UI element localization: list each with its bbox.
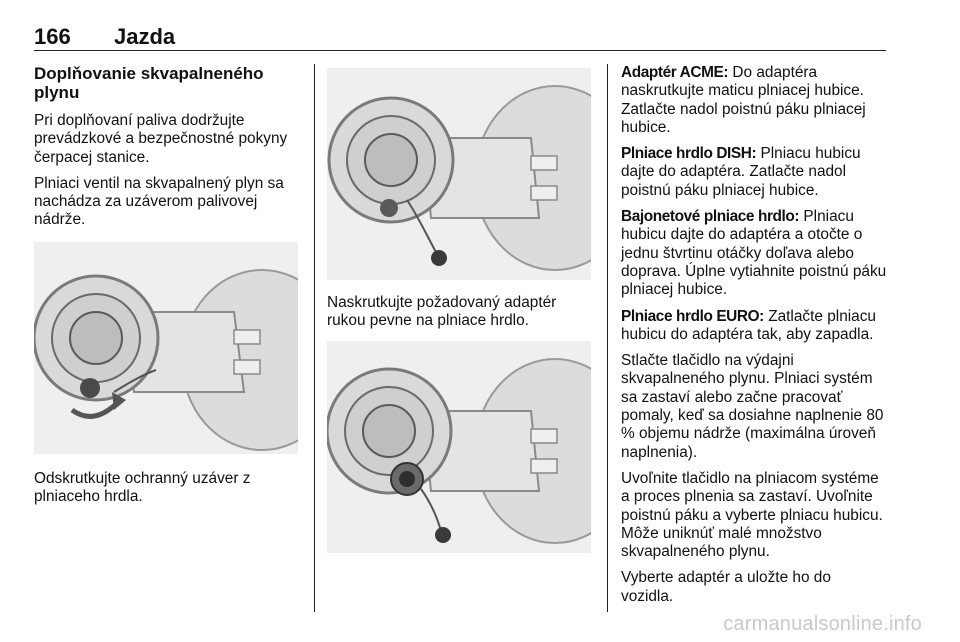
paragraph-dish — [621, 145, 887, 200]
watermark: carmanualsonline.info — [723, 613, 922, 635]
column-divider-2 — [607, 64, 608, 612]
text-bayonet: Plniacu hubicu dajte do adaptéra a otočte o jednu štvrtinu otáčky doľava alebo doprava. Úplne vytiahnite poistnú páku plniacej hubice. — [621, 208, 887, 299]
chapter-title: Jazda — [114, 24, 176, 49]
figure-cap-removed — [327, 68, 591, 280]
paragraph-press-button: Stlačte tlačidlo na výdajni skvapalneného plynu. Plniaci systém sa zastaví alebo začne pracovať pomaly, keď sa dosiahne naplnenie 80 % objemu nádrže (maximálna úroveň naplnenia). — [621, 352, 884, 461]
column-1 — [34, 64, 300, 514]
paragraph-valve-location: Plniaci ventil na skvapalnený plyn sa nachádza za uzáverom palivovej nádrže. — [34, 174, 284, 229]
caption-remove-cap: Odskrutkujte ochranný uzáver z plniaceho hrdla. — [34, 469, 251, 506]
text-dish: Plniacu hubicu dajte do adaptéra. Zatlačte nadol poistnú páku plniacej hubice. — [621, 145, 861, 199]
column-divider-1 — [314, 64, 315, 612]
section-heading: Doplňovanie skvapalneného plynu — [34, 64, 264, 102]
text-acme: Do adaptéra naskrutkujte maticu plniacej hubice. Zatlačte nadol poistnú páku plniacej hubice. — [621, 64, 866, 136]
paragraph-intro: Pri doplňovaní paliva dodržujte prevádzkové a bezpečnostné pokyny čerpacej stanice. — [34, 112, 288, 166]
figure-adapter-mounted — [327, 341, 591, 553]
caption-screw-adapter: Naskrutkujte požadovaný adaptér rukou pevne na plniace hrdlo. — [327, 294, 557, 330]
text-euro: Zatlačte plniacu hubicu do adaptéra tak, aby zapadla. — [621, 307, 876, 343]
term-euro: Plniace hrdlo EURO: — [621, 307, 764, 325]
figure-remove-cap — [34, 242, 298, 454]
paragraph-release-button: Uvoľnite tlačidlo na plniacom systéme a proces plnenia sa zastaví. Uvoľnite poistnú páku a vyberte plniacu hubicu. Môže uniknúť malé množstvo skvapalneného plynu. — [621, 469, 883, 561]
page-number: 166 — [34, 24, 71, 49]
term-bayonet: Bajonetové plniace hrdlo: — [621, 208, 800, 226]
column-2 — [327, 64, 593, 553]
column-3 — [621, 64, 887, 614]
paragraph-bayonet — [621, 208, 887, 299]
page-header — [34, 18, 886, 51]
term-dish: Plniace hrdlo DISH: — [621, 145, 757, 163]
term-acme: Adaptér ACME: — [621, 64, 729, 81]
paragraph-acme — [621, 64, 887, 137]
paragraph-remove-adapter: Vyberte adaptér a uložte ho do vozidla. — [621, 569, 831, 605]
paragraph-euro — [621, 308, 887, 345]
